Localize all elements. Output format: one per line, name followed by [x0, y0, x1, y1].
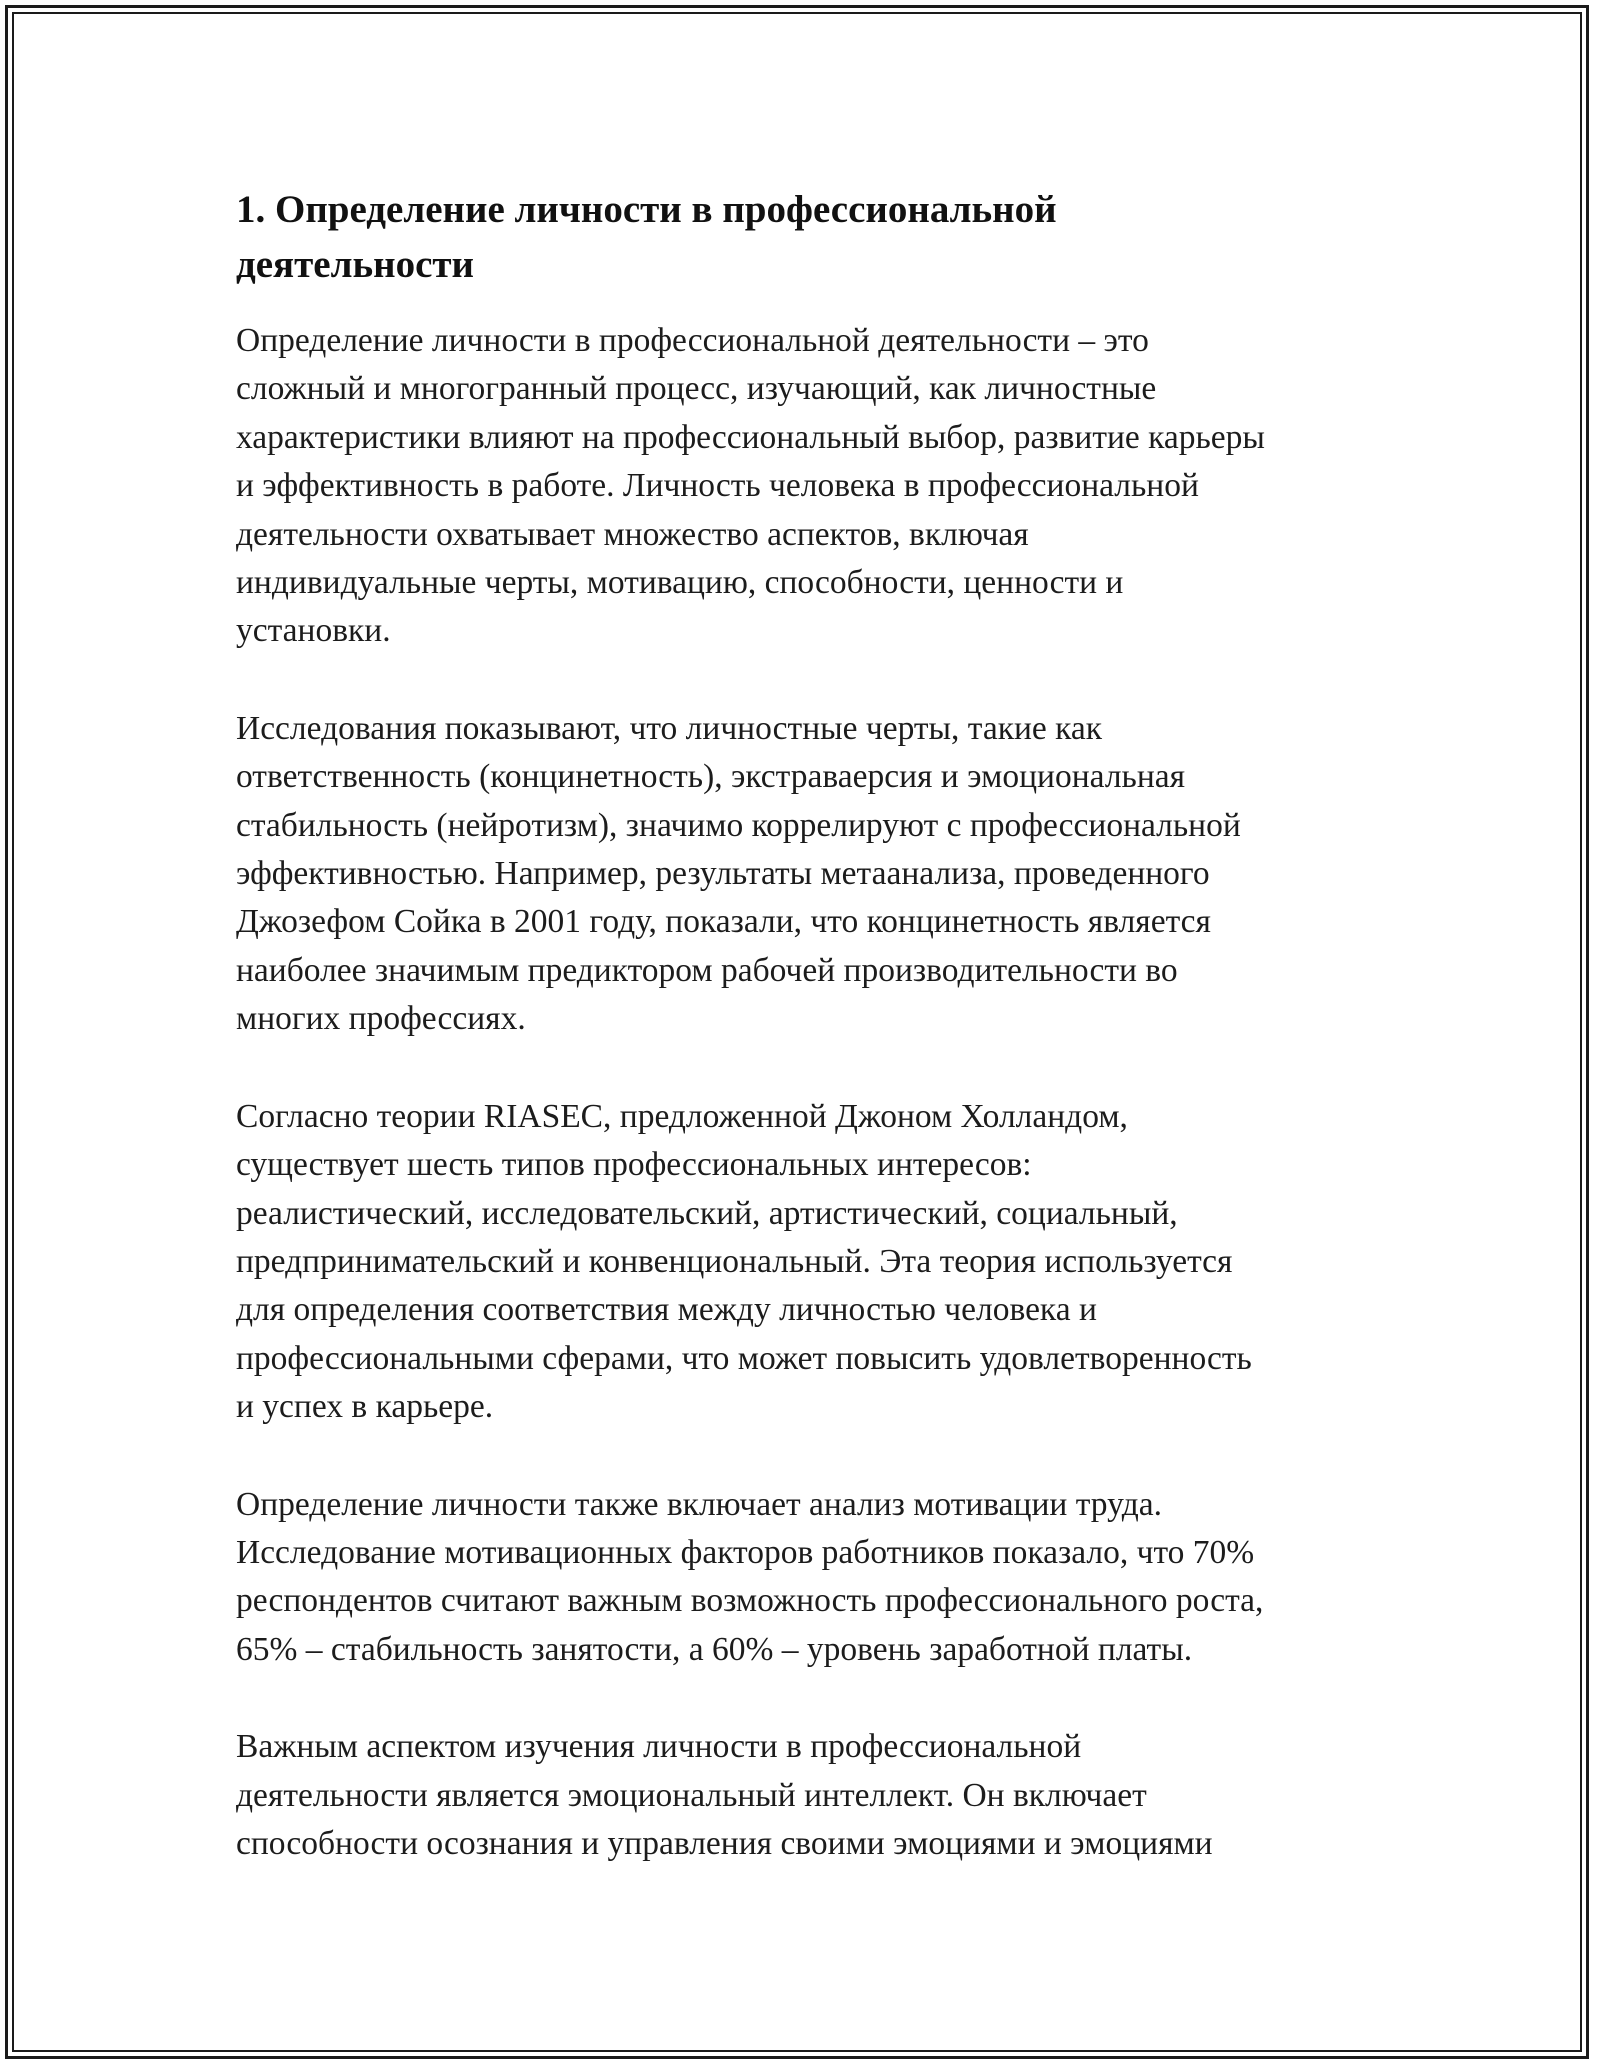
text-line: 65% – стабильность занятости, а 60% – уровень заработной платы. — [236, 1630, 1193, 1668]
text-line: Согласно теории RIASEC, предложенной Джоном Холландом, — [236, 1097, 1128, 1135]
paragraph-5 — [236, 1723, 1386, 1868]
text-line: способности осознания и управления своими эмоциями и эмоциями — [236, 1824, 1213, 1862]
text-line: эффективностью. Например, результаты метаанализа, проведенного — [236, 855, 1210, 893]
text-line: индивидуальные черты, мотивацию, способности, ценности и — [236, 564, 1124, 602]
text-line: респондентов считают важным возможность профессионального роста, — [236, 1582, 1264, 1620]
paragraph-4 — [236, 1481, 1386, 1675]
text-line: Важным аспектом изучения личности в профессиональной — [236, 1728, 1082, 1766]
paragraph-2 — [236, 705, 1386, 1044]
text-line: характеристики влияют на профессиональный выбор, развитие карьеры — [236, 418, 1265, 456]
paragraph-3 — [236, 1093, 1386, 1432]
text-line: деятельности охватывает множество аспектов, включая — [236, 515, 1029, 553]
text-line: Исследование мотивационных факторов работников показало, что 70% — [236, 1533, 1255, 1571]
heading-line-2: деятельности — [236, 243, 475, 286]
text-line: Определение личности в профессиональной деятельности – это — [236, 322, 1149, 359]
heading-line-1: 1. Определение личности в профессиональной — [236, 188, 1057, 231]
text-line: наиболее значимым предиктором рабочей производительности во — [236, 951, 1178, 989]
text-line: реалистический, исследовательский, артистический, социальный, — [236, 1194, 1178, 1232]
text-line: многих профессиях. — [236, 1000, 526, 1038]
text-line: профессиональными сферами, что может повысить удовлетворенность — [236, 1339, 1252, 1377]
section-heading — [236, 182, 1386, 292]
text-line: стабильность (нейротизм), значимо коррелируют с профессиональной — [236, 806, 1241, 844]
text-line: для определения соответствия между личностью человека и — [236, 1291, 1097, 1329]
text-line: Исследования показывают, что личностные черты, такие как — [236, 709, 1103, 747]
text-line: существует шесть типов профессиональных интересов: — [236, 1146, 1032, 1184]
text-line: Джозефом Сойка в 2001 году, показали, что концинетность является — [236, 903, 1211, 941]
text-line: и эффективность в работе. Личность человека в профессиональной — [236, 467, 1199, 505]
text-line: деятельности является эмоциональный интеллект. Он включает — [236, 1776, 1147, 1814]
paragraph-1 — [236, 317, 1386, 656]
document-body — [236, 182, 1386, 1917]
text-line: установки. — [236, 612, 391, 650]
text-line: ответственность (концинетность), экстраваерсия и эмоциональная — [236, 758, 1186, 796]
text-line: предпринимательский и конвенциональный. Эта теория используется — [236, 1242, 1233, 1280]
text-line: и успех в карьере. — [236, 1388, 494, 1426]
text-line: Определение личности также включает анализ мотивации труда. — [236, 1485, 1162, 1523]
text-line: сложный и многогранный процесс, изучающий, как личностные — [236, 370, 1157, 408]
